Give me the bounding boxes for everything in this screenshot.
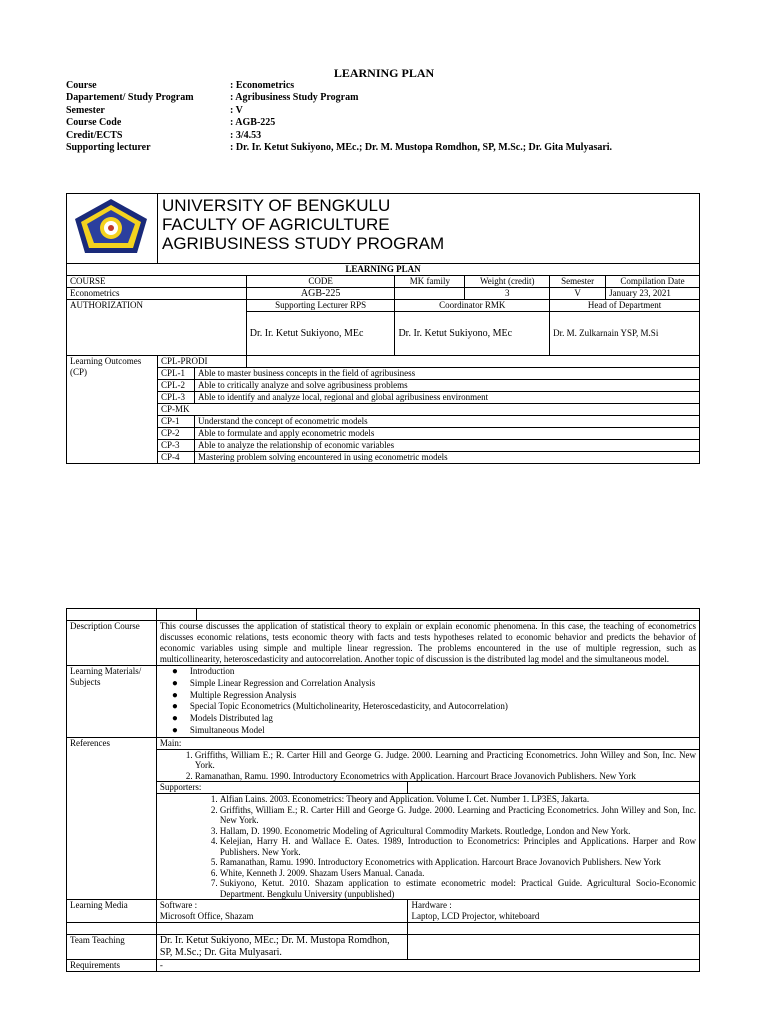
outcome-code: CP-4	[157, 452, 194, 464]
logo-cell	[67, 194, 158, 264]
list-item: 7. Sukiyono, Ketut. 2010. Shazam application to estimate econometric model: Practical Guide. Agricultural Socio-Economic Department. Bengkulu University (unpublished)	[220, 878, 696, 899]
mk-family-header: MK family	[395, 276, 465, 288]
references-label: References	[67, 737, 157, 900]
header-row-semester	[66, 105, 612, 117]
outcome-code: CPL-1	[157, 368, 194, 380]
cpl-prodi-label: CPL-PRODI	[157, 356, 246, 368]
materials-list	[160, 666, 696, 737]
main-references-cell	[156, 749, 699, 782]
course-info-header	[66, 80, 612, 154]
header-value: : Econometrics	[230, 80, 295, 91]
university-heading	[157, 194, 699, 264]
list-item: 1. Griffiths, William E.; R. Carter Hill and George G. Judge. 2000. Learning and Practicing Econometrics. John Willey and Son, Inc. New York.	[195, 750, 696, 771]
semester-header: Semester	[550, 276, 606, 288]
rps-header: Supporting Lecturer RPS	[246, 300, 395, 312]
team-teaching-label: Team Teaching	[67, 935, 157, 960]
header-value: : AGB-225	[230, 117, 276, 129]
supporting-references-cell	[156, 794, 699, 900]
blank-cell	[156, 923, 408, 935]
list-item: 4. Kelejian, Harry H. and Wallace E. Oates. 1989, Introduction to Econometrics: Principles and Applications. Harper and Row Publishers. New York.	[220, 836, 696, 857]
blank-cell	[156, 609, 196, 621]
list-item: 3. Hallam, D. 1990. Econometric Modeling of Agricultural Commodity Markets. Routledge, London and New York.	[220, 826, 696, 837]
header-value: : V	[230, 104, 243, 116]
outcome-code: CP-2	[157, 428, 194, 440]
university-name: UNIVERSITY OF BENGKULU	[161, 196, 391, 215]
header-key: Course	[66, 80, 97, 91]
list-item: 6. White, Kenneth J. 2009. Shazam Users Manual. Canada.	[220, 868, 696, 879]
mk-family-value	[395, 288, 465, 300]
header-key: Supporting lecturer	[66, 142, 151, 154]
software-cell	[156, 900, 408, 923]
blank-cell	[408, 935, 700, 960]
requirements-value: -	[156, 960, 699, 972]
date-value: January 23, 2021	[606, 288, 700, 300]
main-references-list	[160, 750, 696, 782]
main-references-label: Main:	[156, 737, 699, 749]
outcome-text: Able to master business concepts in the field of agribusiness	[194, 368, 699, 380]
rmk-signatory: Dr. Ir. Ketut Sukiyono, MEc	[395, 312, 550, 356]
list-item: 1. Alfian Lains. 2003. Econometrics: Theory and Application. Volume I. Cet. Number 1. LP3ES, Jakarta.	[220, 794, 696, 805]
outcome-text: Able to critically analyze and solve agribusiness problems	[194, 380, 699, 392]
requirements-label: Requirements	[67, 960, 157, 972]
cpl-prodi-blank	[246, 356, 699, 368]
header-value: : Agribusiness Study Program	[230, 92, 359, 104]
course-details-table	[66, 608, 700, 972]
course-header: COURSE	[67, 276, 247, 288]
code-header: CODE	[246, 276, 395, 288]
head-header: Head of Department	[550, 300, 700, 312]
header-row-credit	[66, 130, 612, 142]
description-text: This course discusses the application of statistical theory to explain or explain economic phenomena. In this case, the teaching of econometrics discusses economic relations, tests economic theory with facts and tests hypotheses related to economic behavior and predicts the behavior of economic variables using simple and multiple linear regression. The problems encountered in the use of multiple regression, such as multicollinearity, heteroscedasticity and autocorrelation. Another topic of discussion is the distributed lag model and the simultaneous model.	[156, 621, 699, 666]
university-seal-icon	[71, 197, 151, 257]
list-item: 2. Ramanathan, Ramu. 1990. Introductory Econometrics with Application. Harcourt Brace Jovanovich Publishers. New York	[195, 771, 696, 782]
list-item: ● Simple Linear Regression and Correlation Analysis	[190, 678, 696, 690]
header-key: Credit/ECTS	[66, 129, 123, 141]
blank-cell	[408, 782, 700, 794]
learning-plan-table	[66, 193, 700, 464]
learning-outcomes-label: Learning Outcomes (CP)	[67, 356, 158, 464]
hardware-label: Hardware :	[411, 900, 452, 911]
materials-label: Learning Materials/ Subjects	[67, 666, 157, 738]
outcome-code: CP-3	[157, 440, 194, 452]
list-item: ● Simultaneous Model	[190, 725, 696, 737]
learning-media-label: Learning Media	[67, 900, 157, 923]
header-row-code	[66, 117, 612, 129]
list-item: 5. Ramanathan, Ramu. 1990. Introductory Econometrics with Application. Harcourt Brace Jovanovich Publishers. New York	[220, 857, 696, 868]
header-key: Dapartement/ Study Program	[66, 92, 194, 104]
outcome-code: CP-1	[157, 416, 194, 428]
header-row-department	[66, 92, 612, 104]
blank-cell	[408, 923, 700, 935]
list-item: ● Special Topic Econometrics (Multicholinearity, Heteroscedasticity, and Autocorrelation)	[190, 701, 696, 713]
weight-header: Weight (credit)	[465, 276, 550, 288]
code-value: AGB-225	[246, 288, 395, 300]
program-name: AGRIBUSINESS STUDY PROGRAM	[161, 234, 445, 253]
outcome-text: Able to formulate and apply econometric models	[194, 428, 699, 440]
materials-list-cell	[156, 666, 699, 738]
outcome-text: Understand the concept of econometric models	[194, 416, 699, 428]
blank-cell	[196, 609, 699, 621]
software-label: Software :	[159, 900, 198, 911]
header-key: Course Code	[66, 117, 122, 129]
description-label: Description Course	[67, 621, 157, 666]
faculty-name: FACULTY OF AGRICULTURE	[161, 215, 390, 234]
header-value: : Dr. Ir. Ketut Sukiyono, MEc.; Dr. M. Mustopa Romdhon, SP, M.Sc.; Dr. Gita Mulyasari.	[230, 142, 613, 154]
outcome-code: CPL-2	[157, 380, 194, 392]
outcome-text: Mastering problem solving encountered in using econometric models	[194, 452, 699, 464]
document-title: LEARNING PLAN	[333, 66, 435, 80]
rps-signatory: Dr. Ir. Ketut Sukiyono, MEc	[246, 312, 395, 356]
semester-value: V	[550, 288, 606, 300]
list-item: ● Models Distributed lag	[190, 713, 696, 725]
weight-value: 3	[465, 288, 550, 300]
header-row-course	[66, 80, 612, 92]
course-value: Econometrics	[67, 288, 247, 300]
learning-plan-subtitle: LEARNING PLAN	[67, 264, 700, 276]
team-teaching-value: Dr. Ir. Ketut Sukiyono, MEc.; Dr. M. Mustopa Romdhon, SP, M.Sc.; Dr. Gita Mulyasari.	[156, 935, 408, 960]
blank-cell	[67, 923, 157, 935]
list-item: ● Multiple Regression Analysis	[190, 690, 696, 702]
rmk-header: Coordinator RMK	[395, 300, 550, 312]
supporting-references-list	[160, 794, 696, 899]
outcome-text: Able to analyze the relationship of economic variables	[194, 440, 699, 452]
supporters-label: Supporters:	[156, 782, 408, 794]
header-key: Semester	[66, 104, 105, 116]
outcome-text: Able to identify and analyze local, regional and global agribusiness environment	[194, 392, 699, 404]
date-header: Compilation Date	[606, 276, 700, 288]
cp-mk-label: CP-MK	[157, 404, 699, 416]
header-row-lecturer	[66, 142, 612, 154]
hardware-cell	[408, 900, 700, 923]
blank-cell	[67, 609, 157, 621]
list-item: ● Introduction	[190, 666, 696, 678]
software-value: Microsoft Office, Shazam	[159, 911, 254, 922]
outcome-code: CPL-3	[157, 392, 194, 404]
header-value: : 3/4.53	[230, 129, 262, 141]
list-item: 2. Griffiths, William E.; R. Carter Hill and George G. Judge. 2000. Learning and Practicing Econometrics. John Willey and Son, Inc. New York.	[220, 805, 696, 826]
head-signatory: Dr. M. Zulkarnain YSP, M.Si	[550, 312, 700, 356]
hardware-value: Laptop, LCD Projector, whiteboard	[411, 911, 540, 922]
authorization-label: AUTHORIZATION	[67, 300, 247, 356]
